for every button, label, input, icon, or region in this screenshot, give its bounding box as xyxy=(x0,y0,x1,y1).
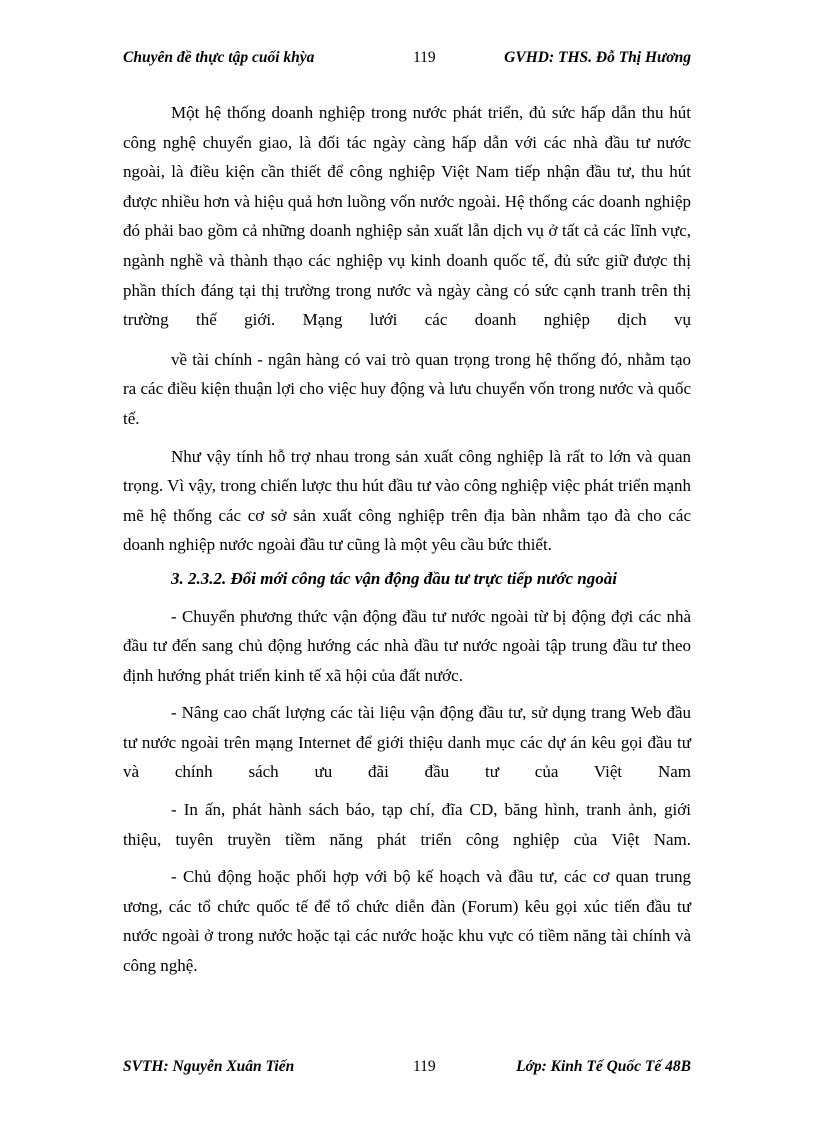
footer-class: Lớp: Kinh Tế Quốc Tế 48B xyxy=(516,1058,691,1075)
footer-page-number: 119 xyxy=(413,1058,436,1075)
header-supervisor: GVHD: THS. Đỗ Thị Hương xyxy=(504,49,691,66)
header-page-number: 119 xyxy=(413,49,436,66)
paragraph-industrial-support: Như vậy tính hỗ trợ nhau trong sản xuất công nghiệp là rất to lớn và quan trọng. Vì vậy, trong chiến lược thu hút đầu tư vào công nghiệp việc phát triển mạnh mẽ hệ thống các cơ sở sản xuất công nghiệp trên địa bàn nhằm tạo đà cho các doanh nghiệp nước ngoài đầu tư cũng là một yêu cầu bức thiết. xyxy=(123,446,691,555)
paragraph-forums: - Chủ động hoặc phối hợp với bộ kế hoạch và đầu tư, các cơ quan trung ương, các tổ chức quốc tế để tổ chức diễn đàn (Forum) kêu gọi xúc tiến đầu tư nước ngoài ở trong nước hoặc tại các nước hoặc khu vực có tiềm năng tài chính và công nghệ. xyxy=(123,867,691,976)
page-header xyxy=(123,49,691,71)
paragraph-investment-promotion-method: - Chuyển phương thức vận động đầu tư nước ngoài từ bị động đợi các nhà đầu tư đến sang chủ động hướng các nhà đầu tư nước ngoài tập trung đầu tư theo định hướng phát triển kinh tế xã hội của đất nước. xyxy=(123,606,691,685)
footer-student-name: SVTH: Nguyễn Xuân Tiến xyxy=(123,1058,295,1075)
paragraph-financial-services: về tài chính - ngân hàng có vai trò quan trọng trong hệ thống đó, nhằm tạo ra các điều kiện thuận lợi cho việc huy động và lưu chuyển vốn trong nước và quốc tế. xyxy=(123,349,691,428)
header-document-title: Chuyên đề thực tập cuối khỳa xyxy=(123,49,315,66)
section-heading: 3. 2.3.2. Đổi mới công tác vận động đầu tư trực tiếp nước ngoài xyxy=(171,568,617,588)
paragraph-publications: - In ấn, phát hành sách báo, tạp chí, đĩa CD, băng hình, tranh ảnh, giới thiệu, tuyên truyền tiềm năng phát triển công nghiệp của Việt Nam. xyxy=(123,800,691,849)
page-body xyxy=(123,98,691,981)
page-footer xyxy=(123,1058,691,1080)
paragraph-domestic-enterprises: Một hệ thống doanh nghiệp trong nước phát triển, đủ sức hấp dẫn thu hút công nghệ chuyển giao, là đối tác ngày càng hấp dẫn với các nhà đầu tư nước ngoài, là điều kiện cần thiết để công nghiệp Việt Nam tiếp nhận đầu tư, thu hút được nhiều hơn và hiệu quả hơn luồng vốn nước ngoài. Hệ thống các doanh nghiệp đó phải bao gồm cả những doanh nghiệp sản xuất lẫn dịch vụ ở tất cả các lĩnh vực, ngành nghề và thành thạo các nghiệp vụ kinh doanh quốc tế, đủ sức giữ được thị phần thích đáng tại thị trường trong nước và ngày càng có sức cạnh tranh trên thị trường thế giới. Mạng lưới các doanh nghiệp dịch vụ xyxy=(123,103,691,330)
paragraph-promotion-materials: - Nâng cao chất lượng các tài liệu vận động đầu tư, sử dụng trang Web đầu tư nước ngoài trên mạng Internet để giới thiệu danh mục các dự án kêu gọi đầu tư và chính sách ưu đãi đầu tư của Việt Nam xyxy=(123,703,691,782)
